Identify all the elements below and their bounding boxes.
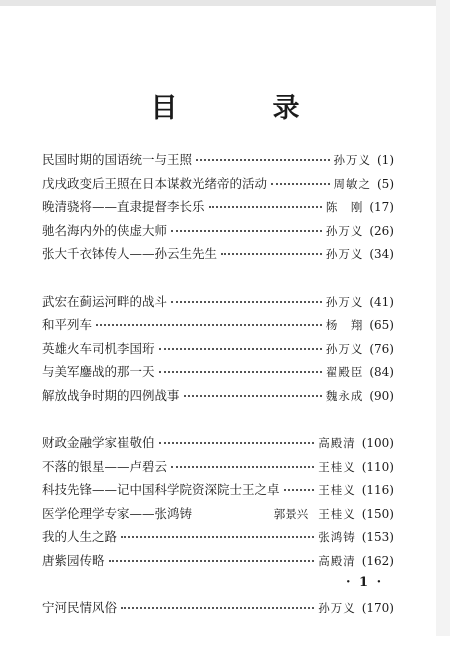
entry-page: (26) [369,223,394,238]
toc-entry[interactable] [42,339,394,363]
entry-title: 我的人生之路 [42,529,118,544]
entry-coauthor: 郭景兴 [273,506,309,521]
entry-page: (153) [361,530,394,544]
entry-author: 高殿清 [318,436,356,450]
toc-entry[interactable] [42,174,394,198]
entry-title: 科技先锋——记中国科学院资深院士王之卓 [42,482,280,497]
entry-author: 孙万义 [318,601,356,615]
entry-page: (84) [369,365,394,379]
entry-page: (17) [369,200,394,214]
entry-page: (90) [369,388,394,403]
toc-entry[interactable] [42,292,394,316]
entry-page: (76) [369,341,394,356]
toc-entry[interactable] [42,221,394,245]
toc-entry[interactable] [42,362,394,386]
entry-page: (100) [361,436,394,450]
entry-title: 戊戌政变后王照在日本谋救光绪帝的活动 [42,175,268,191]
table-of-contents [42,150,394,646]
entry-page: (65) [369,318,394,332]
leader-dots [284,488,315,491]
entry-page: (162) [361,553,394,568]
entry-author: 魏永成 [325,388,364,403]
leader-dots [171,465,314,468]
entry-page: (5) [377,176,394,191]
entry-author: 陈 刚 [325,200,364,214]
entry-author: 杨 翔 [325,318,364,332]
entry-page: (110) [361,459,394,474]
entry-title: 与美军鏖战的那一天 [42,364,155,379]
entry-title: 武宏在蓟运河畔的战斗 [42,293,168,309]
leader-dots [209,205,322,208]
leader-dots [171,300,322,303]
entry-page: (1) [377,153,394,167]
toc-entry[interactable] [42,527,394,551]
leader-dots [159,347,322,350]
entry-title: 医学伦理学专家——张鸿铸 [42,505,193,521]
leader-dots [121,535,314,538]
entry-author: 孙万义 [325,223,364,238]
entry-author: 孙万义 [325,341,364,356]
entry-title: 驰名海内外的侠虚大师 [42,222,168,238]
toc-entry[interactable] [42,244,394,268]
entry-title: 唐紫园传略 [42,552,105,568]
entry-author: 孙万义 [333,153,371,167]
entry-page: (150) [361,506,394,521]
toc-section-3 [42,433,394,574]
toc-entry[interactable] [42,480,394,504]
page-number: · 1 · [346,575,384,590]
toc-entry[interactable] [42,551,394,575]
leader-dots [171,229,322,232]
entry-page: (116) [361,483,394,497]
toc-entry[interactable] [42,504,394,528]
leader-dots [109,559,315,562]
entry-title: 财政金融学家崔敬伯 [42,435,155,450]
toc-section-1 [42,150,394,268]
entry-author: 孙万义 [325,247,364,261]
entry-author: 孙万义 [325,294,364,309]
toc-entry[interactable] [42,315,394,339]
scan-top-edge [0,0,450,6]
leader-dots [96,323,322,326]
toc-entry[interactable] [42,598,394,622]
entry-author: 翟殿臣 [325,365,364,379]
leader-dots [196,158,329,161]
toc-section-2 [42,292,394,410]
leader-dots [221,252,322,255]
entry-author: 王桂义 [318,506,356,521]
entry-title: 张大千衣钵传人——孙云生先生 [42,246,218,261]
entry-title: 宁河民情风俗 [42,600,118,615]
toc-entry[interactable] [42,150,394,174]
entry-page: (170) [361,601,394,615]
leader-dots [184,394,322,397]
leader-dots [121,606,314,609]
entry-title: 民国时期的国语统一与王照 [42,152,193,167]
entry-title: 不落的银星——卢碧云 [42,458,168,474]
page-title: 目 录 [150,93,334,124]
leader-dots [159,441,315,444]
entry-author: 周敏之 [333,176,371,191]
leader-dots [271,182,329,185]
entry-page: (41) [369,294,394,309]
toc-entry[interactable] [42,386,394,410]
entry-author: 王桂义 [318,459,356,474]
entry-author: 张鸿铸 [318,530,356,544]
entry-page: (34) [369,247,394,261]
leader-dots [159,370,322,373]
toc-section-4 [42,598,394,622]
toc-entry[interactable] [42,457,394,481]
entry-author: 王桂义 [318,483,356,497]
entry-author: 高殿清 [318,553,356,568]
entry-title: 英雄火车司机李国珩 [42,340,155,356]
entry-title: 解放战争时期的四例战事 [42,387,180,403]
entry-title: 和平列车 [42,317,93,332]
entry-title: 晚清骁将——直隶提督李长乐 [42,199,205,214]
toc-entry[interactable] [42,197,394,221]
toc-entry[interactable] [42,433,394,457]
